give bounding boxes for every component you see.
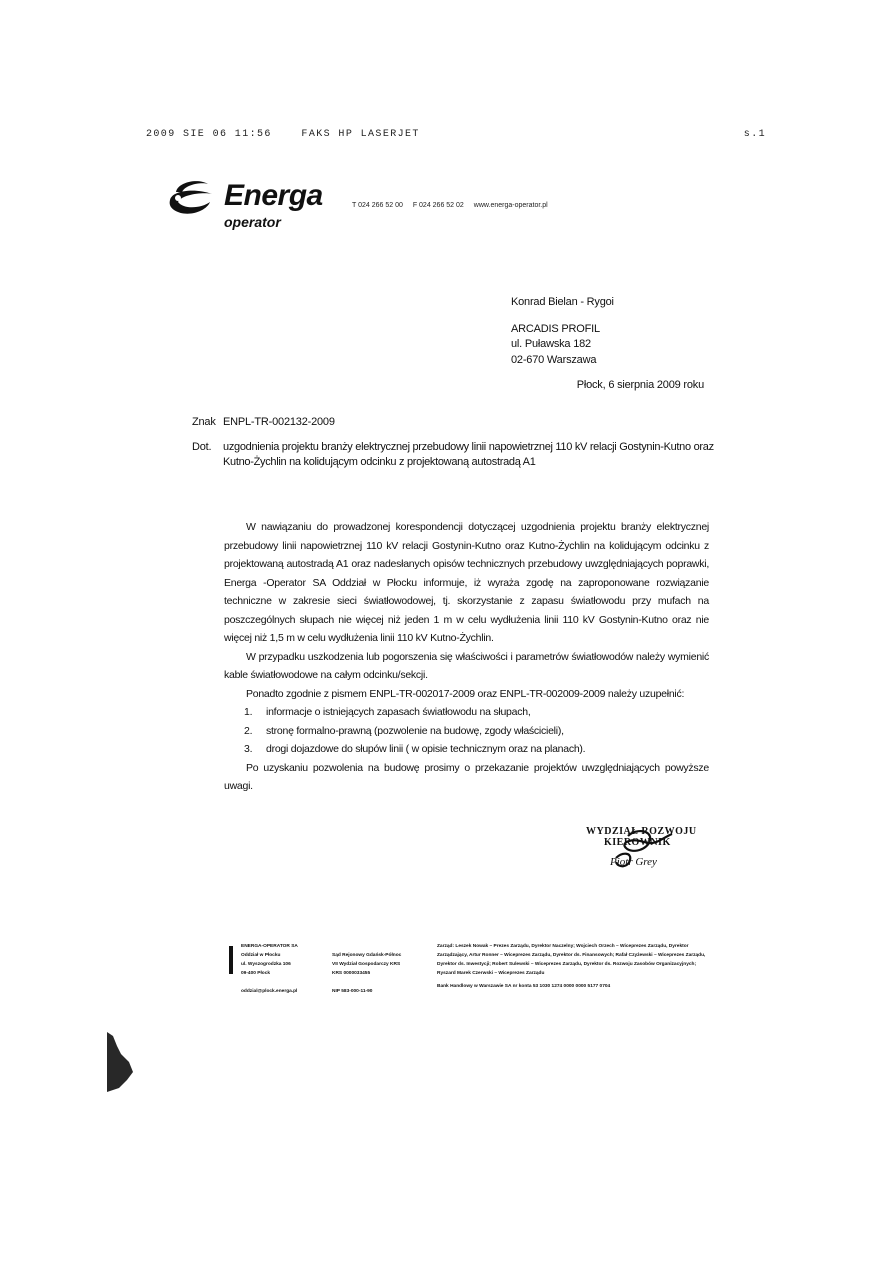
footer-line: VII Wydział Gospodarczy KRS bbox=[332, 962, 401, 967]
znak-label: Znak bbox=[192, 416, 216, 428]
footer-line: ENERGA-OPERATOR SA bbox=[241, 944, 298, 949]
recipient-name: Konrad Bielan - Rygoi bbox=[511, 296, 614, 308]
list-number: 3. bbox=[244, 743, 253, 755]
znak-value: ENPL-TR-002132-2009 bbox=[223, 416, 335, 428]
footer-email[interactable]: oddzial@plock.energa.pl bbox=[241, 989, 298, 994]
signature-stamp bbox=[582, 826, 712, 876]
footer-bank: Bank Handlowy w Warszawie SA nr konta 53 1030 1274 0000 0000 5177 0704 bbox=[437, 984, 611, 989]
reference-dot-label: Dot. bbox=[192, 441, 212, 453]
body-paragraph-3: Ponadto zgodnie z pismem ENPL-TR-002017-2009 oraz ENPL-TR-002009-2009 należy uzupełnić: bbox=[246, 687, 685, 700]
footer-line: KRS 0000033455 bbox=[332, 971, 371, 976]
footer-board: Zarząd: Leszek Nowak – Prezes Zarządu, Dyrektor Naczelny; Wojciech Orzech – Wiceprezes Zarządu, Dyrektor Zarządzający, Artur Ronner – Wiceprezes Zarządu, Dyrektor ds. Finansowych; Rafał Czyżewski – Wiceprezes Zarządu, Dyrektor ds. Inwestycji; Robert Sulewski – Wiceprezes Zarządu, Dyrektor ds. Rozwoju Zasobów Organizacyjnych; Ryszard Marek Czerwski – Wiceprezes Zarządu bbox=[437, 944, 706, 976]
list-number: 2. bbox=[244, 724, 253, 737]
recipient-company: ARCADIS PROFIL bbox=[511, 323, 600, 335]
handwritten-signature-icon bbox=[592, 828, 702, 878]
footer-board-info bbox=[437, 942, 709, 991]
stamp-name: Piotr Grey bbox=[610, 856, 657, 868]
list-item bbox=[224, 703, 709, 722]
fax-number: F 024 266 52 02 bbox=[412, 202, 464, 209]
website-link[interactable]: www.energa-operator.pl bbox=[473, 202, 548, 209]
footer-line: ul. Wyszogrodzka 106 bbox=[241, 962, 291, 967]
scan-artifact bbox=[107, 1032, 137, 1092]
body-paragraph-1: W nawiązaniu do prowadzonej korespondencji dotyczącej uzgodnienia projektu branży elektrycznej przebudowy linii napowietrznej 110 kV relacji Gostynin-Kutno oraz Kutno-Żychlin na kolidującym odcinku z projektowaną autostradą A1 oraz nadesłanych opisów technicznych przebudowy uwzględniających poprawki, Energa -Operator SA Oddział w Płocku informuje, iż wyraża zgodę na zaproponowane rozwiązanie techniczne w zakresie sieci światłowodowej, tj. skorzystanie z zapasu światłowodu przy mufach na poszczególnych słupach nie więcej niż jeden 1 m w celu wydłużenia linii 110 kV Gostynin-Kutno oraz nie więcej niż 1,5 m w celu wydłużenia linii 110 kV Kutno-Żychlin. bbox=[224, 521, 709, 644]
list-item bbox=[224, 740, 709, 759]
footer-line: Oddział w Płocku bbox=[241, 953, 281, 958]
body-paragraph-2: W przypadku uszkodzenia lub pogorszenia się właściwości i parametrów światłowodów należy wymienić kable światłowodowe na całym odcinku/sekcji. bbox=[224, 650, 709, 681]
footer-company-info bbox=[241, 942, 326, 996]
recipient-city: 02-670 Warszawa bbox=[511, 354, 597, 366]
fax-page-number: s.1 bbox=[743, 129, 766, 140]
footer-line: NIP 583-000-11-90 bbox=[332, 989, 373, 994]
stamp-role: KIEROWNIK bbox=[604, 837, 671, 848]
list-item bbox=[224, 722, 709, 741]
stamp-department: WYDZIAŁ ROZWOJU bbox=[586, 826, 697, 837]
brand-subtitle: operator bbox=[224, 214, 281, 230]
footer-registry-info bbox=[332, 951, 422, 996]
reference-znak bbox=[192, 415, 335, 430]
date-line: Płock, 6 sierpnia 2009 roku bbox=[576, 379, 704, 391]
footer-line: 09-400 Płock bbox=[241, 971, 271, 976]
list-text: drogi dojazdowe do słupów linii ( w opisie technicznym oraz na planach). bbox=[266, 743, 586, 755]
phone-number: T 024 266 52 00 bbox=[352, 202, 403, 209]
brand-name: Energa bbox=[224, 179, 323, 212]
list-text: informacje o istniejących zapasach światłowodu na słupach, bbox=[266, 706, 531, 718]
energa-logo-icon bbox=[168, 178, 214, 218]
reference-subject: uzgodnienia projektu branży elektrycznej przebudowy linii napowietrznej 110 kV relacji Gostynin-Kutno oraz Kutno-Żychlin na kolidującym odcinku z projektowaną autostradą A1 bbox=[223, 441, 714, 468]
body-paragraph-4: Po uzyskaniu pozwolenia na budowę prosimy o przekazanie projektów uwzględniających powyższe uwagi. bbox=[224, 761, 709, 792]
fax-header bbox=[146, 129, 766, 143]
footer-line: Sąd Rejonowy Gdańsk-Północ bbox=[332, 953, 402, 958]
footer-divider bbox=[229, 946, 233, 974]
recipient-street: ul. Puławska 182 bbox=[511, 338, 591, 350]
fax-header-text: 2009 SIE 06 11:56 FAKS HP LASERJET bbox=[146, 129, 420, 140]
list-number: 1. bbox=[244, 706, 253, 718]
list-text: stronę formalno-prawną (pozwolenie na budowę, zgody właścicieli), bbox=[266, 724, 564, 737]
letter-body bbox=[224, 518, 709, 796]
letterhead-contact bbox=[352, 201, 556, 211]
